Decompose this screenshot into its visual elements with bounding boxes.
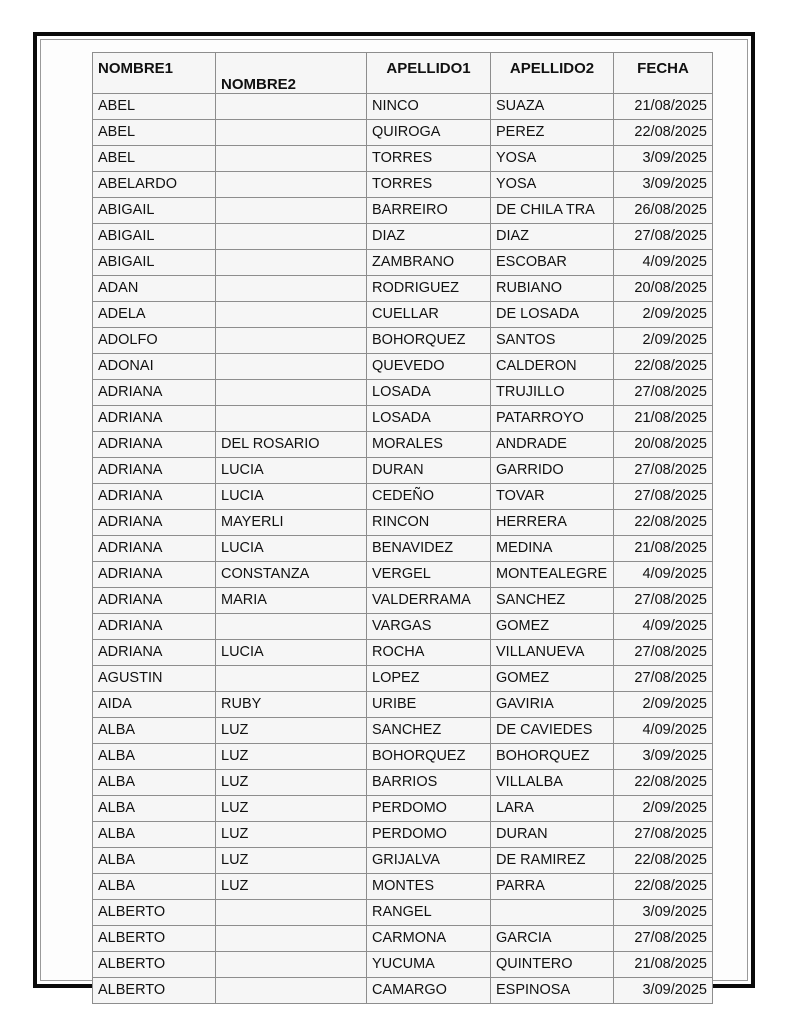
cell-nombre1: ALBA [93, 744, 216, 770]
table-row [93, 328, 713, 354]
cell-nombre1: ABIGAIL [93, 250, 216, 276]
cell-apellido1: NINCO [367, 94, 491, 120]
cell-nombre1: ALBA [93, 770, 216, 796]
table-row [93, 666, 713, 692]
cell-fecha: 27/08/2025 [614, 224, 713, 250]
cell-apellido2: PATARROYO [491, 406, 614, 432]
cell-fecha: 20/08/2025 [614, 432, 713, 458]
cell-apellido1: YUCUMA [367, 952, 491, 978]
cell-apellido1: CARMONA [367, 926, 491, 952]
cell-apellido1: BENAVIDEZ [367, 536, 491, 562]
cell-apellido2: GOMEZ [491, 666, 614, 692]
column-header-nombre1 [93, 53, 216, 94]
cell-nombre2 [216, 900, 367, 926]
cell-nombre1: ALBERTO [93, 926, 216, 952]
cell-nombre2 [216, 146, 367, 172]
cell-nombre1: ADRIANA [93, 640, 216, 666]
cell-apellido2: SANCHEZ [491, 588, 614, 614]
table-row [93, 978, 713, 1004]
cell-apellido1: PERDOMO [367, 822, 491, 848]
cell-nombre2 [216, 328, 367, 354]
cell-apellido1: PERDOMO [367, 796, 491, 822]
cell-apellido2: TRUJILLO [491, 380, 614, 406]
cell-nombre1: ADRIANA [93, 510, 216, 536]
cell-nombre2 [216, 250, 367, 276]
table-row [93, 718, 713, 744]
cell-apellido2: DE RAMIREZ [491, 848, 614, 874]
table-row [93, 432, 713, 458]
cell-fecha: 27/08/2025 [614, 484, 713, 510]
table-row [93, 562, 713, 588]
cell-nombre1: ALBA [93, 796, 216, 822]
cell-fecha: 4/09/2025 [614, 562, 713, 588]
cell-apellido1: ZAMBRANO [367, 250, 491, 276]
table-row [93, 94, 713, 120]
cell-apellido2: CALDERON [491, 354, 614, 380]
cell-apellido2: DE LOSADA [491, 302, 614, 328]
cell-nombre2: LUZ [216, 770, 367, 796]
cell-apellido2: HERRERA [491, 510, 614, 536]
cell-apellido2: ESPINOSA [491, 978, 614, 1004]
cell-fecha: 3/09/2025 [614, 900, 713, 926]
table-row [93, 900, 713, 926]
cell-apellido2: VILLALBA [491, 770, 614, 796]
cell-fecha: 3/09/2025 [614, 978, 713, 1004]
cell-fecha: 27/08/2025 [614, 458, 713, 484]
cell-nombre2: LUZ [216, 718, 367, 744]
cell-nombre2: CONSTANZA [216, 562, 367, 588]
cell-nombre2: LUCIA [216, 640, 367, 666]
cell-fecha: 27/08/2025 [614, 666, 713, 692]
table-row [93, 302, 713, 328]
cell-apellido1: RANGEL [367, 900, 491, 926]
cell-fecha: 4/09/2025 [614, 614, 713, 640]
cell-apellido1: VERGEL [367, 562, 491, 588]
table-row [93, 250, 713, 276]
page-border-frame [33, 32, 755, 998]
cell-fecha: 27/08/2025 [614, 822, 713, 848]
cell-apellido2: GAVIRIA [491, 692, 614, 718]
cell-nombre1: ADRIANA [93, 484, 216, 510]
cell-nombre1: ADRIANA [93, 536, 216, 562]
table-row [93, 796, 713, 822]
column-header-apellido1 [367, 53, 491, 94]
cell-nombre2 [216, 926, 367, 952]
cell-fecha: 2/09/2025 [614, 796, 713, 822]
table-row [93, 354, 713, 380]
cell-nombre1: AIDA [93, 692, 216, 718]
cell-nombre2: RUBY [216, 692, 367, 718]
cell-apellido2: PARRA [491, 874, 614, 900]
cell-nombre1: ALBA [93, 718, 216, 744]
column-header-apellido2-label: APELLIDO2 [509, 60, 595, 77]
cell-nombre1: ADRIANA [93, 380, 216, 406]
cell-nombre2 [216, 120, 367, 146]
cell-nombre2: LUCIA [216, 458, 367, 484]
cell-fecha: 22/08/2025 [614, 354, 713, 380]
cell-apellido2 [491, 900, 614, 926]
cell-nombre2 [216, 380, 367, 406]
cell-nombre2 [216, 224, 367, 250]
cell-nombre1: ABEL [93, 146, 216, 172]
cell-apellido2: LARA [491, 796, 614, 822]
cell-nombre1: ADRIANA [93, 588, 216, 614]
cell-nombre1: ALBA [93, 848, 216, 874]
cell-nombre1: ADELA [93, 302, 216, 328]
cell-nombre2: LUZ [216, 874, 367, 900]
cell-nombre1: ALBA [93, 874, 216, 900]
cell-apellido1: BARRIOS [367, 770, 491, 796]
table-row [93, 406, 713, 432]
cell-apellido1: QUIROGA [367, 120, 491, 146]
table-row [93, 484, 713, 510]
cell-apellido2: GARRIDO [491, 458, 614, 484]
cell-nombre2 [216, 952, 367, 978]
table-row [93, 692, 713, 718]
column-header-apellido1-label: APELLIDO1 [386, 60, 471, 77]
cell-nombre2: LUCIA [216, 536, 367, 562]
table-row [93, 640, 713, 666]
cell-fecha: 22/08/2025 [614, 510, 713, 536]
cell-fecha: 27/08/2025 [614, 640, 713, 666]
cell-apellido2: YOSA [491, 172, 614, 198]
cell-apellido1: BOHORQUEZ [367, 328, 491, 354]
cell-apellido1: TORRES [367, 146, 491, 172]
cell-nombre1: ALBERTO [93, 952, 216, 978]
cell-nombre1: ADRIANA [93, 562, 216, 588]
cell-apellido1: CEDEÑO [367, 484, 491, 510]
column-header-nombre2-label: NOMBRE2 [221, 76, 297, 93]
cell-nombre2 [216, 978, 367, 1004]
cell-nombre2 [216, 354, 367, 380]
cell-apellido2: MONTEALEGRE [491, 562, 614, 588]
cell-fecha: 21/08/2025 [614, 94, 713, 120]
table-row [93, 198, 713, 224]
cell-apellido1: GRIJALVA [367, 848, 491, 874]
cell-fecha: 3/09/2025 [614, 744, 713, 770]
cell-apellido1: MORALES [367, 432, 491, 458]
cell-fecha: 4/09/2025 [614, 718, 713, 744]
cell-apellido2: ANDRADE [491, 432, 614, 458]
cell-apellido2: ESCOBAR [491, 250, 614, 276]
cell-apellido1: BOHORQUEZ [367, 744, 491, 770]
cell-nombre2: LUZ [216, 796, 367, 822]
cell-nombre1: AGUSTIN [93, 666, 216, 692]
cell-apellido1: VARGAS [367, 614, 491, 640]
cell-nombre1: ALBA [93, 822, 216, 848]
cell-nombre1: ADRIANA [93, 432, 216, 458]
column-header-nombre1-label: NOMBRE1 [98, 60, 174, 77]
cell-apellido2: MEDINA [491, 536, 614, 562]
cell-apellido1: CUELLAR [367, 302, 491, 328]
cell-apellido1: MONTES [367, 874, 491, 900]
cell-nombre2: LUZ [216, 848, 367, 874]
cell-nombre2: MARIA [216, 588, 367, 614]
cell-apellido2: GARCIA [491, 926, 614, 952]
cell-apellido1: CAMARGO [367, 978, 491, 1004]
cell-fecha: 4/09/2025 [614, 250, 713, 276]
cell-fecha: 26/08/2025 [614, 198, 713, 224]
records-table [92, 52, 713, 1004]
cell-apellido2: YOSA [491, 146, 614, 172]
cell-nombre1: ADOLFO [93, 328, 216, 354]
table-row [93, 172, 713, 198]
cell-nombre2 [216, 198, 367, 224]
cell-nombre2: DEL ROSARIO [216, 432, 367, 458]
cell-apellido1: LOSADA [367, 406, 491, 432]
cell-nombre1: ABEL [93, 120, 216, 146]
column-header-apellido2 [491, 53, 614, 94]
table-row [93, 848, 713, 874]
cell-apellido2: SANTOS [491, 328, 614, 354]
table-row [93, 224, 713, 250]
cell-fecha: 22/08/2025 [614, 874, 713, 900]
table-row [93, 822, 713, 848]
column-header-fecha-label: FECHA [637, 60, 689, 77]
table-row [93, 952, 713, 978]
cell-fecha: 22/08/2025 [614, 770, 713, 796]
cell-nombre2: LUCIA [216, 484, 367, 510]
cell-apellido2: DE CHILA TRA [491, 198, 614, 224]
cell-nombre1: ADONAI [93, 354, 216, 380]
cell-fecha: 27/08/2025 [614, 588, 713, 614]
table-row [93, 276, 713, 302]
table-row [93, 588, 713, 614]
cell-nombre2 [216, 94, 367, 120]
cell-apellido2: DURAN [491, 822, 614, 848]
cell-nombre2: LUZ [216, 744, 367, 770]
cell-apellido2: PEREZ [491, 120, 614, 146]
cell-nombre1: ADRIANA [93, 614, 216, 640]
cell-fecha: 3/09/2025 [614, 172, 713, 198]
cell-apellido2: VILLANUEVA [491, 640, 614, 666]
cell-nombre2 [216, 276, 367, 302]
cell-nombre1: ADRIANA [93, 406, 216, 432]
table-row [93, 614, 713, 640]
table-row [93, 744, 713, 770]
table-row [93, 926, 713, 952]
cell-fecha: 27/08/2025 [614, 926, 713, 952]
cell-nombre1: ABIGAIL [93, 198, 216, 224]
cell-apellido1: DIAZ [367, 224, 491, 250]
table-row [93, 146, 713, 172]
cell-nombre1: ABEL [93, 94, 216, 120]
cell-nombre2: LUZ [216, 822, 367, 848]
cell-apellido2: DIAZ [491, 224, 614, 250]
cell-fecha: 20/08/2025 [614, 276, 713, 302]
table-row [93, 380, 713, 406]
column-header-nombre2 [216, 53, 367, 94]
cell-apellido1: VALDERRAMA [367, 588, 491, 614]
cell-fecha: 21/08/2025 [614, 406, 713, 432]
cell-fecha: 21/08/2025 [614, 536, 713, 562]
cell-fecha: 3/09/2025 [614, 146, 713, 172]
cell-apellido1: TORRES [367, 172, 491, 198]
cell-apellido2: SUAZA [491, 94, 614, 120]
table-row [93, 120, 713, 146]
cell-fecha: 2/09/2025 [614, 328, 713, 354]
table-row [93, 770, 713, 796]
column-header-fecha [614, 53, 713, 94]
table-header [93, 53, 713, 94]
cell-fecha: 27/08/2025 [614, 380, 713, 406]
cell-nombre2 [216, 614, 367, 640]
cell-apellido1: QUEVEDO [367, 354, 491, 380]
table-row [93, 874, 713, 900]
cell-nombre1: ALBERTO [93, 900, 216, 926]
cell-nombre1: ADRIANA [93, 458, 216, 484]
cell-apellido2: TOVAR [491, 484, 614, 510]
cell-fecha: 22/08/2025 [614, 848, 713, 874]
cell-apellido2: DE CAVIEDES [491, 718, 614, 744]
records-table-container [92, 52, 712, 1004]
cell-apellido1: RINCON [367, 510, 491, 536]
cell-apellido1: DURAN [367, 458, 491, 484]
cell-apellido1: BARREIRO [367, 198, 491, 224]
cell-apellido1: URIBE [367, 692, 491, 718]
cell-nombre1: ADAN [93, 276, 216, 302]
table-row [93, 536, 713, 562]
cell-apellido1: LOSADA [367, 380, 491, 406]
cell-apellido2: QUINTERO [491, 952, 614, 978]
cell-nombre2 [216, 406, 367, 432]
cell-fecha: 2/09/2025 [614, 692, 713, 718]
cell-apellido1: LOPEZ [367, 666, 491, 692]
cell-fecha: 21/08/2025 [614, 952, 713, 978]
cell-nombre1: ABIGAIL [93, 224, 216, 250]
table-row [93, 458, 713, 484]
table-header-row [93, 53, 713, 94]
cell-nombre1: ABELARDO [93, 172, 216, 198]
table-row [93, 510, 713, 536]
cell-nombre2 [216, 666, 367, 692]
cell-apellido2: BOHORQUEZ [491, 744, 614, 770]
cell-nombre2 [216, 302, 367, 328]
cell-nombre2: MAYERLI [216, 510, 367, 536]
cell-nombre2 [216, 172, 367, 198]
cell-fecha: 2/09/2025 [614, 302, 713, 328]
cell-apellido1: RODRIGUEZ [367, 276, 491, 302]
cell-apellido1: ROCHA [367, 640, 491, 666]
cell-nombre1: ALBERTO [93, 978, 216, 1004]
cell-fecha: 22/08/2025 [614, 120, 713, 146]
cell-apellido2: RUBIANO [491, 276, 614, 302]
table-body [93, 94, 713, 1004]
cell-apellido2: GOMEZ [491, 614, 614, 640]
cell-apellido1: SANCHEZ [367, 718, 491, 744]
